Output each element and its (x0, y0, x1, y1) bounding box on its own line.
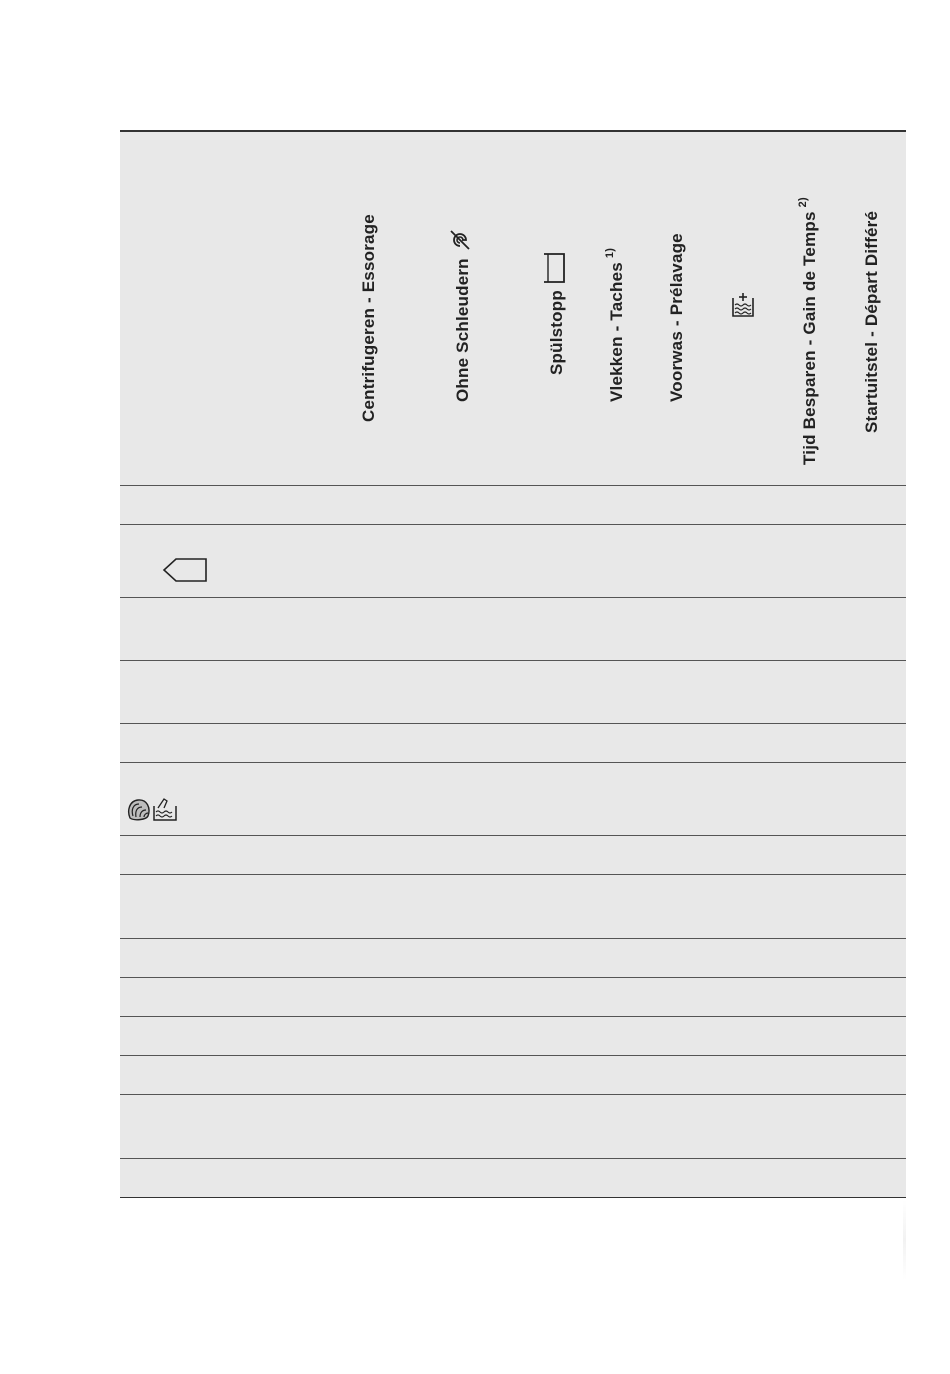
extra-rinse-icon (731, 292, 755, 323)
row-divider (120, 977, 906, 978)
column-header-label: Tijd Besparen - Gain de Temps (800, 211, 819, 465)
row-divider (120, 835, 906, 836)
row-divider (120, 938, 906, 939)
row-divider (120, 874, 906, 875)
row-divider (120, 1158, 906, 1159)
column-header-spin (359, 214, 379, 422)
column-header-label: Startuitstel - Départ Différé (862, 210, 881, 433)
footnote-marker: 1) (604, 247, 616, 259)
page-edge-shadow (903, 1200, 906, 1280)
row-divider (120, 660, 906, 661)
row-divider (120, 485, 906, 486)
rinse-hold-icon (542, 252, 571, 284)
row-divider (120, 597, 906, 598)
wool-icon (126, 796, 152, 827)
column-header-stains (604, 247, 627, 402)
row-divider (120, 723, 906, 724)
column-header-label: Voorwas - Prélavage (667, 233, 686, 402)
options-table (120, 130, 906, 1198)
row-divider (120, 1016, 906, 1017)
column-header-time-save (797, 197, 820, 465)
column-header-label: Vlekken - Taches (607, 262, 626, 402)
tag-icon (162, 555, 208, 590)
no-spin-icon (448, 228, 477, 252)
column-header-no-spin (448, 228, 477, 402)
row-divider (120, 762, 906, 763)
handwash-icon (152, 796, 178, 827)
table-top-rule (120, 130, 906, 132)
row-divider (120, 1055, 906, 1056)
column-header-prewash (667, 233, 687, 402)
footnote-marker: 2) (797, 197, 809, 208)
column-header-delay-start (862, 211, 882, 433)
column-header-label: Ohne Schleudern (452, 258, 472, 402)
row-divider (120, 1094, 906, 1095)
column-header-label: Centrifugeren - Essorage (359, 214, 378, 422)
row-divider (120, 524, 906, 525)
column-header-label: Spülstopp (546, 290, 566, 375)
table-bottom-rule (120, 1197, 906, 1198)
column-header-rinse-hold (542, 252, 571, 375)
